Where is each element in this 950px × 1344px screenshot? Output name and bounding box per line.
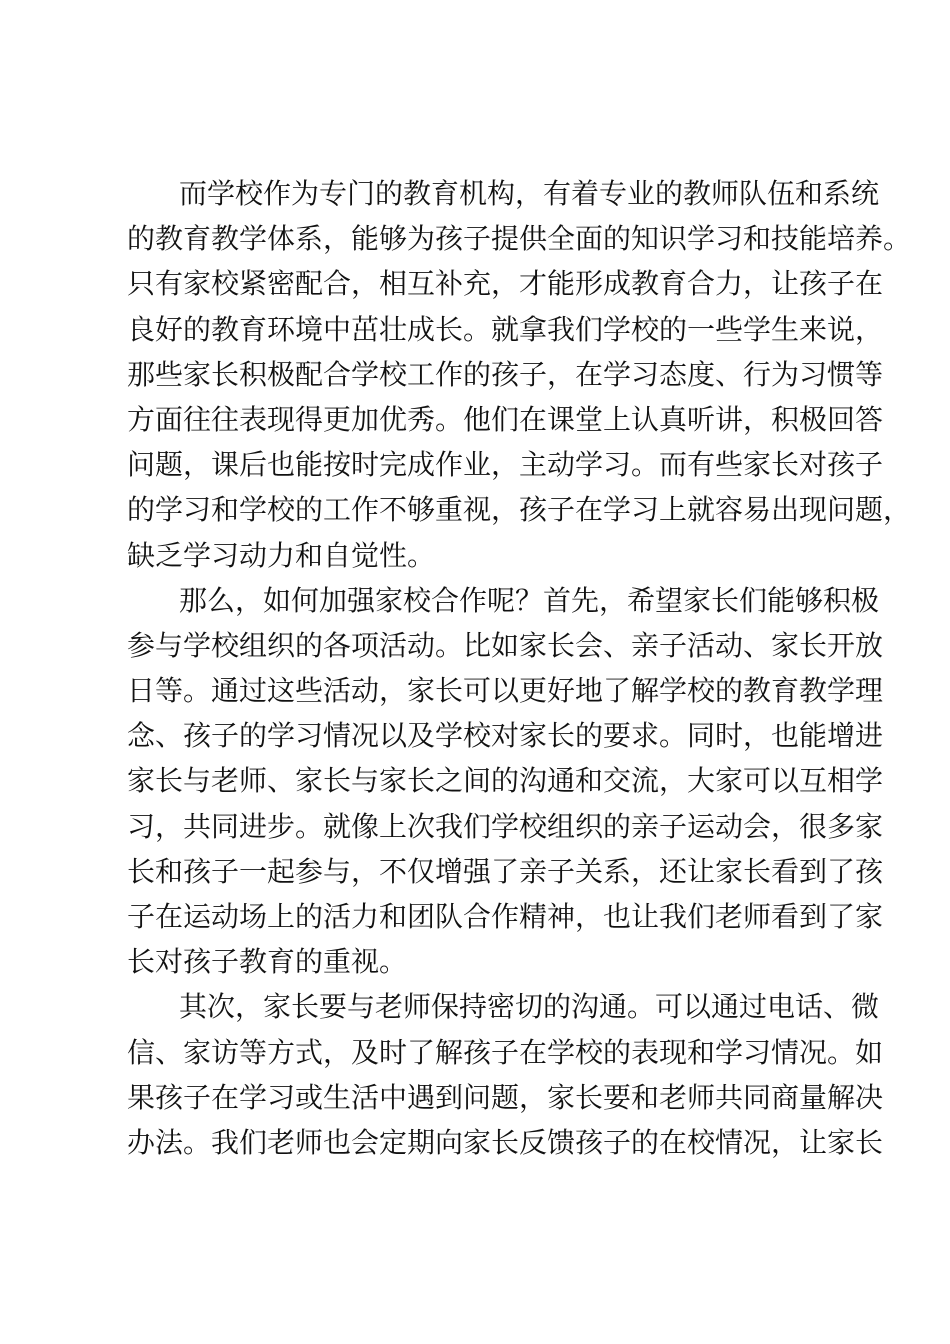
text-line: 家长与老师、家长与家长之间的沟通和交流，大家可以互相学 [127,764,884,798]
text-line: 果孩子在学习或生活中遇到问题，家长要和老师共同商量解决 [127,1080,884,1114]
text-line: 方面往往表现得更加优秀。他们在课堂上认真听讲，积极回答 [127,402,884,436]
text-line: 其次，家长要与老师保持密切的沟通。可以通过电话、微 [179,990,880,1024]
text-line: 长和孩子一起参与，不仅增强了亲子关系，还让家长看到了孩 [127,854,884,888]
text-line: 参与学校组织的各项活动。比如家长会、亲子活动、家长开放 [127,628,884,662]
text-line: 子在运动场上的活力和团队合作精神，也让我们老师看到了家 [127,900,884,933]
text-line: 习，共同进步。就像上次我们学校组织的亲子运动会，很多家 [127,809,884,843]
text-line: 信、家访等方式，及时了解孩子在学校的表现和学习情况。如 [127,1035,884,1069]
text-line: 长对孩子教育的重视。 [127,945,408,979]
text-line: 缺乏学习动力和自觉性。 [127,538,436,572]
text-line: 的学习和学校的工作不够重视，孩子在学习上就容易出现问题， [127,493,912,527]
text-line: 而学校作为专门的教育机构，有着专业的教师队伍和系统 [179,177,880,210]
text-line: 办法。我们老师也会定期向家长反馈孩子的在校情况，让家长 [127,1125,884,1159]
text-line: 的教育教学体系，能够为孩子提供全面的知识学习和技能培养。 [127,222,912,256]
text-line: 那些家长积极配合学校工作的孩子，在学习态度、行为习惯等 [127,357,884,391]
text-line: 问题，课后也能按时完成作业，主动学习。而有些家长对孩子 [127,448,884,482]
text-line: 良好的教育环境中茁壮成长。就拿我们学校的一些学生来说， [127,312,884,346]
text-line: 念、孩子的学习情况以及学校对家长的要求。同时，也能增进 [127,719,884,753]
text-line: 那么，如何加强家校合作呢？首先，希望家长们能够积极 [179,583,880,617]
text-line: 只有家校紧密配合，相互补充，才能形成教育合力，让孩子在 [127,267,884,301]
text-line: 日等。通过这些活动，家长可以更好地了解学校的教育教学理 [127,674,884,708]
document-body [127,171,912,1165]
